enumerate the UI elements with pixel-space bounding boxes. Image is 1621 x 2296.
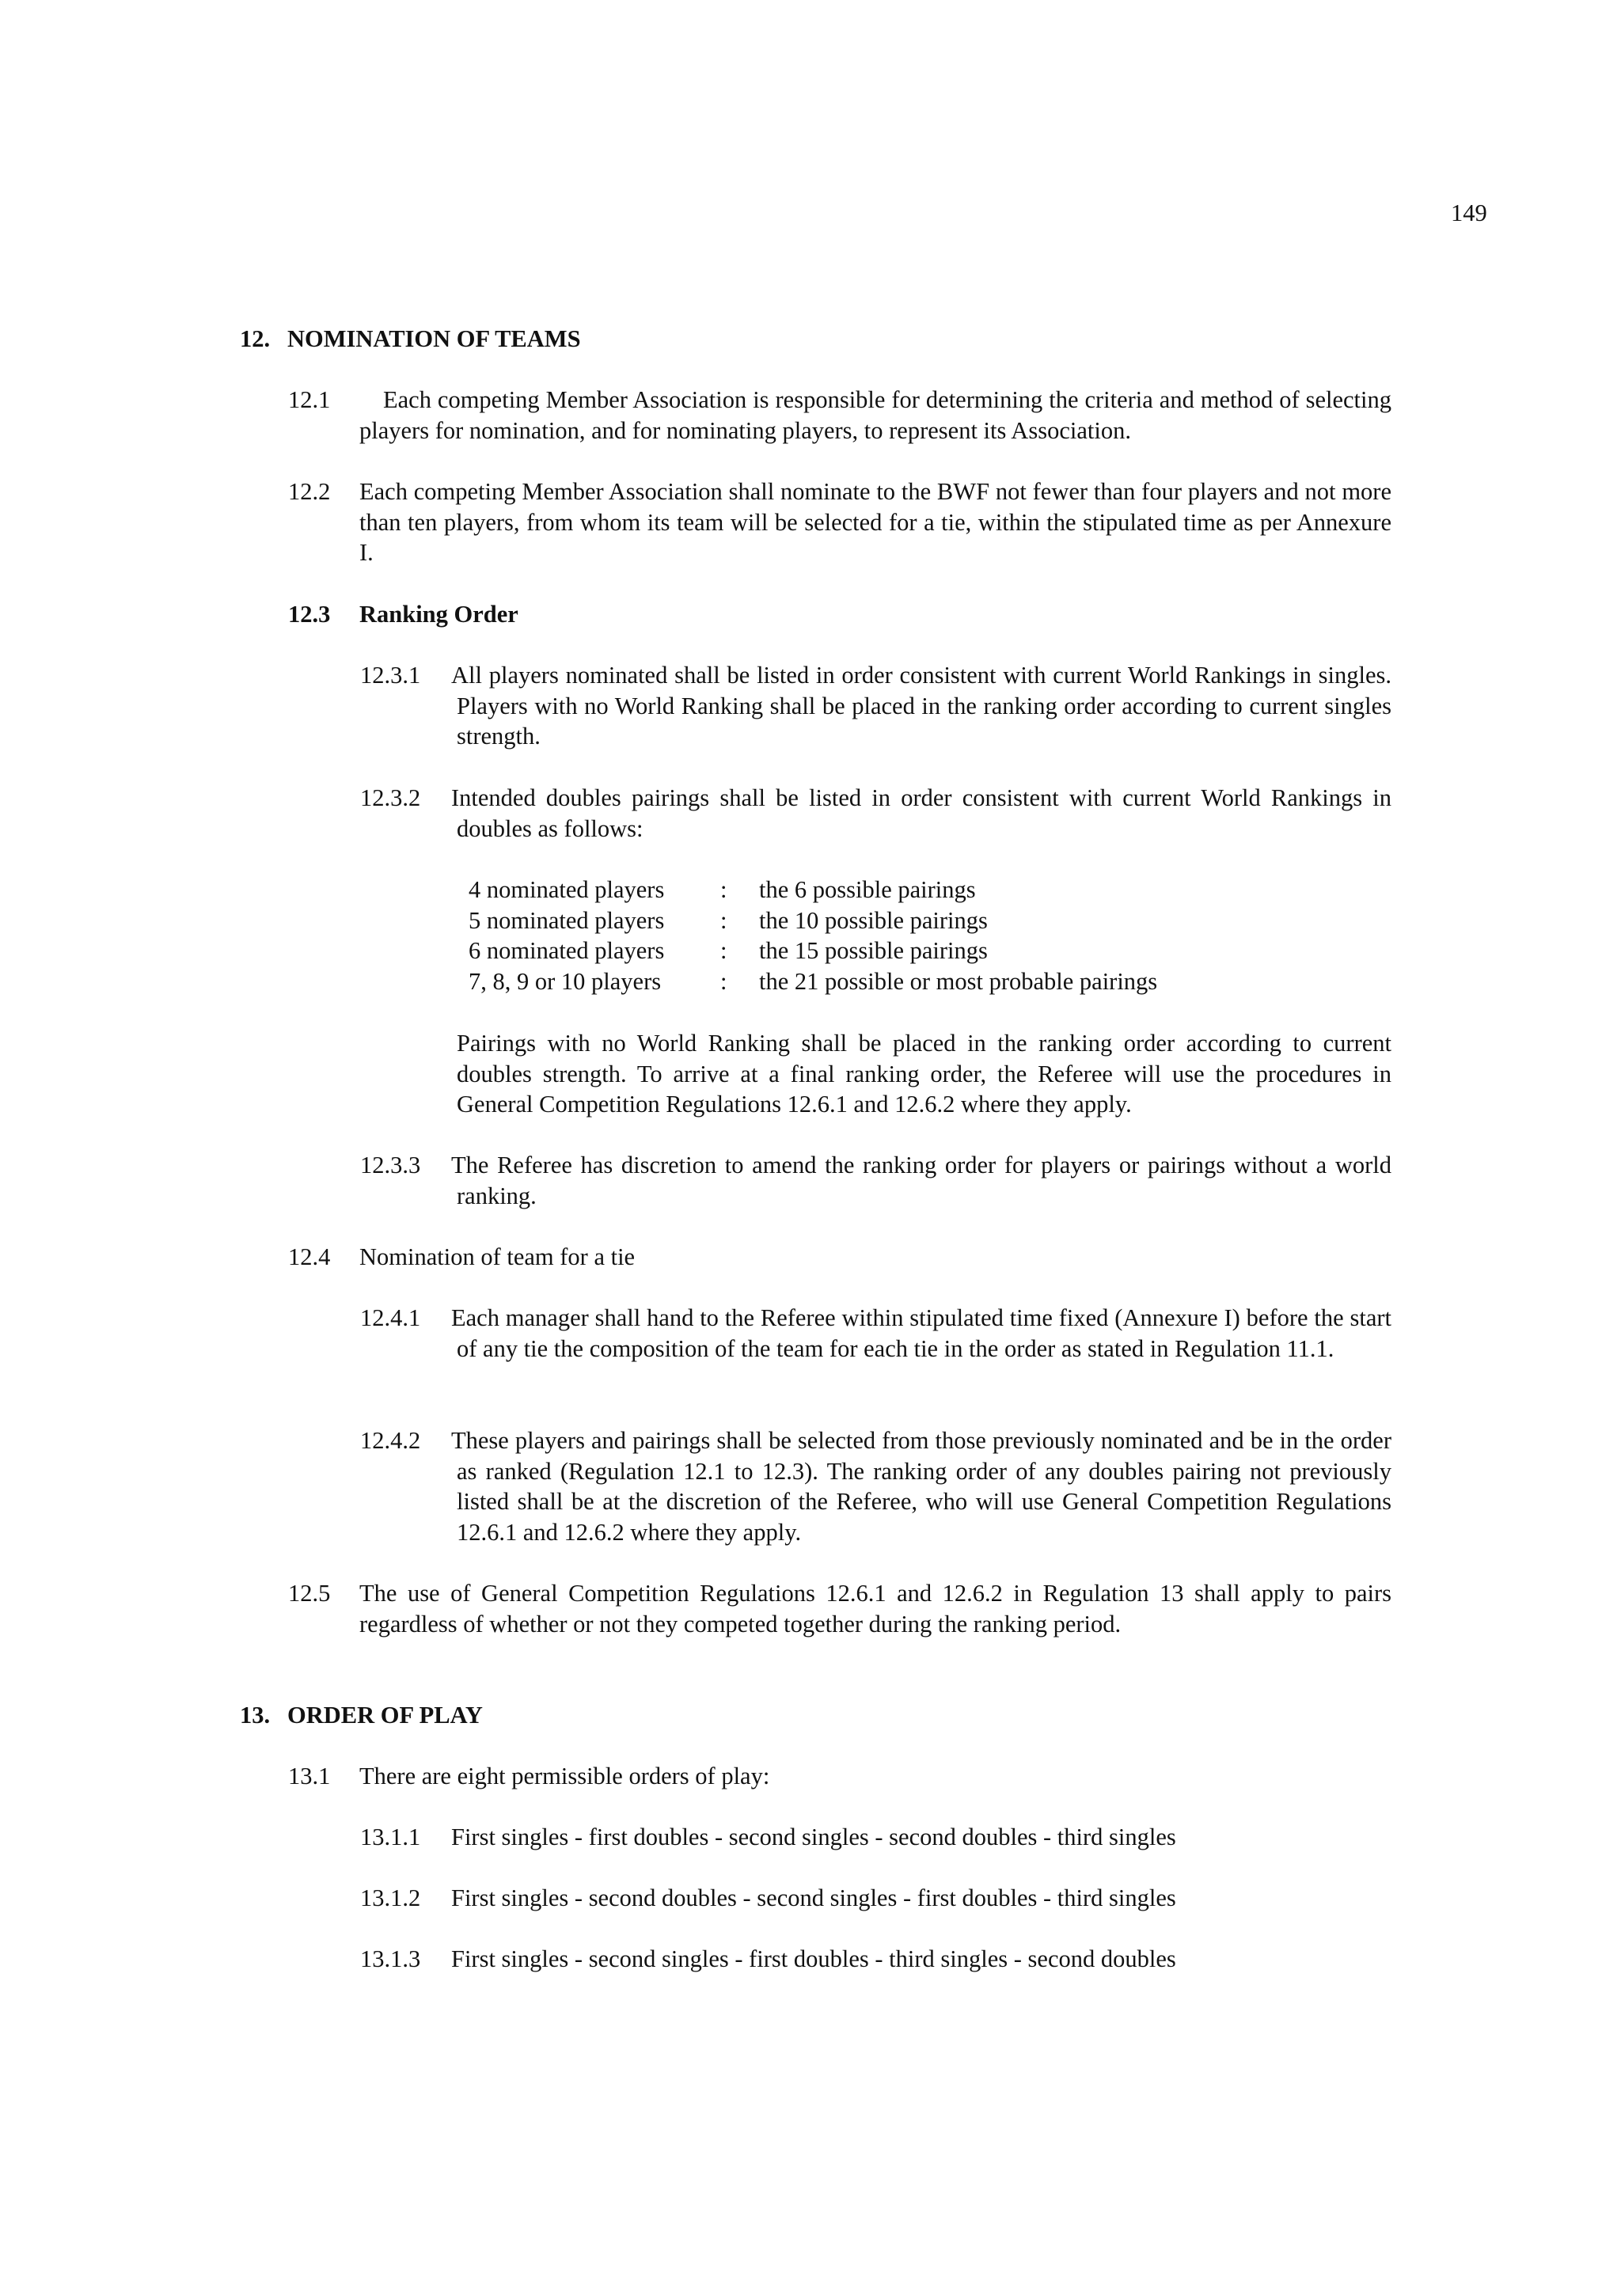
clause-12-3-1-text: All players nominated shall be listed in order consistent with current World Rankings in singles. Players with no World Ranking shall be placed in the ranking order according to current singles strength. <box>451 662 1391 750</box>
clause-12-3-2 <box>360 783 1391 844</box>
clause-number: 12.2 <box>288 478 331 505</box>
table-row <box>469 935 1157 966</box>
clause-13-1-3-text: First singles - second singles - first doubles - third singles - second doubles <box>451 1945 1176 1972</box>
page-number: 149 <box>1451 199 1487 226</box>
players-cell: 5 nominated players <box>469 906 665 934</box>
separator-cell: : <box>720 876 727 903</box>
clause-12-4-2-text: These players and pairings shall be selected from those previously nominated and be in the order as ranked (Regulation 12.1 to 12.3). The ranking order of any doubles pairing not previously listed shall be at the discretion of the Referee, who will use General Competition Regulations 12.6.1 and 12.6.2 where they apply. <box>451 1427 1391 1546</box>
clause-12-3-1 <box>360 660 1391 752</box>
table-row <box>469 966 1157 997</box>
clause-number: 12.4 <box>288 1243 331 1270</box>
clause-12-4-1 <box>360 1303 1391 1364</box>
clause-12-5-text: The use of General Competition Regulations 12.6.1 and 12.6.2 in Regulation 13 shall apply to pairs regardless of whether or not they competed together during the ranking period. <box>359 1580 1391 1638</box>
clause-12-4-1-text: Each manager shall hand to the Referee within stipulated time fixed (Annexure I) before the start of any tie the composition of the team for each tie in the order as stated in Regulation 11.1. <box>451 1304 1391 1362</box>
pairings-cell: the 6 possible pairings <box>759 876 976 903</box>
clause-number: 13.1.3 <box>360 1945 421 1972</box>
clause-number: 12.3.1 <box>360 662 421 689</box>
clause-12-5 <box>288 1578 1391 1639</box>
clause-12-2-text: Each competing Member Association shall nominate to the BWF not fewer than four players and not more than ten players, from whom its team will be selected for a tie, within the stipulated time as per Annexure I. <box>359 478 1391 566</box>
clause-number: 12.5 <box>288 1580 331 1607</box>
clause-number: 12.4.1 <box>360 1304 421 1331</box>
players-cell: 6 nominated players <box>469 937 665 964</box>
clause-12-1 <box>288 385 1391 446</box>
clause-13-1-1 <box>360 1822 1391 1853</box>
clause-number: 12.3 <box>288 601 331 628</box>
table-row <box>469 875 1157 905</box>
clause-12-3 <box>288 599 1391 630</box>
clause-number: 12.3.2 <box>360 784 421 811</box>
clause-number: 13.1.2 <box>360 1884 421 1911</box>
section-13-number: 13. <box>240 1702 271 1729</box>
clause-12-4-text: Nomination of team for a tie <box>359 1243 636 1270</box>
clause-12-3-3 <box>360 1150 1391 1211</box>
table-row <box>469 905 1157 936</box>
section-12-title: NOMINATION OF TEAMS <box>287 325 581 352</box>
pairings-cell: the 21 possible or most probable pairings <box>759 967 1158 995</box>
separator-cell: : <box>720 906 727 934</box>
clause-number: 12.3.3 <box>360 1152 421 1178</box>
pairings-cell: the 10 possible pairings <box>759 906 988 934</box>
separator-cell: : <box>720 967 727 995</box>
pairings-note: Pairings with no World Ranking shall be placed in the ranking order according to current doubles strength. To arrive at a final ranking order, the Referee will use the procedures in General Competition Regulations 12.6.1 and 12.6.2 where they apply. <box>457 1030 1391 1118</box>
clause-12-3-title: Ranking Order <box>359 601 518 628</box>
clause-number: 13.1.1 <box>360 1824 421 1850</box>
clause-12-4 <box>288 1242 1391 1273</box>
pairings-cell: the 15 possible pairings <box>759 937 988 964</box>
clause-13-1-3 <box>360 1944 1391 1975</box>
separator-cell: : <box>720 937 727 964</box>
clause-number: 13.1 <box>288 1763 331 1789</box>
clause-12-4-2 <box>360 1425 1391 1547</box>
section-12-heading <box>240 324 581 355</box>
clause-13-1 <box>288 1761 1391 1792</box>
players-cell: 4 nominated players <box>469 876 665 903</box>
clause-13-1-1-text: First singles - first doubles - second singles - second doubles - third singles <box>451 1824 1176 1850</box>
clause-13-1-2-text: First singles - second doubles - second singles - first doubles - third singles <box>451 1884 1176 1911</box>
clause-12-3-3-text: The Referee has discretion to amend the ranking order for players or pairings without a world ranking. <box>451 1152 1391 1209</box>
clause-number: 12.4.2 <box>360 1427 421 1454</box>
section-12-number: 12. <box>240 325 271 352</box>
clause-number: 12.1 <box>288 386 331 413</box>
clause-12-2 <box>288 476 1391 568</box>
clause-13-1-2 <box>360 1883 1391 1914</box>
clause-12-1-text: Each competing Member Association is responsible for determining the criteria and method of selecting players for nomination, and for nominating players, to represent its Association. <box>359 386 1391 444</box>
players-cell: 7, 8, 9 or 10 players <box>469 967 662 995</box>
clause-12-3-2-text: Intended doubles pairings shall be listed in order consistent with current World Rankings in doubles as follows: <box>451 784 1391 842</box>
section-13-heading <box>240 1700 483 1731</box>
section-13-title: ORDER OF PLAY <box>287 1702 483 1729</box>
clause-text <box>288 385 1391 446</box>
pairings-table <box>469 875 1157 996</box>
clause-13-1-text: There are eight permissible orders of play: <box>359 1763 770 1789</box>
